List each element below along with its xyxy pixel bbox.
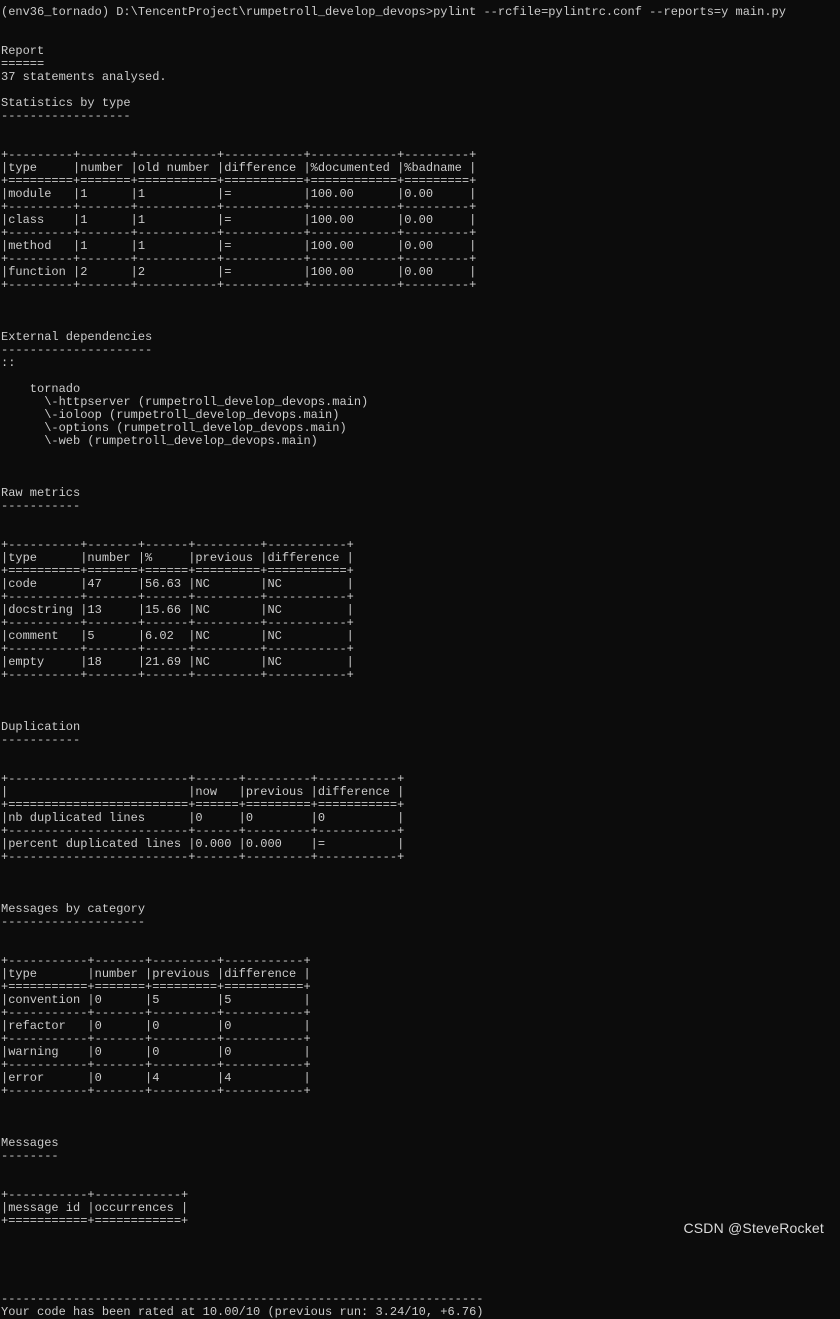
table-border: +---------+-------+-----------+-----------+------------+---------+: [1, 200, 477, 214]
section-title-messages: Messages: [1, 1136, 59, 1150]
console-line: [1, 370, 786, 383]
table-border: +-------------------------+------+---------+-----------+: [1, 772, 405, 786]
console-line: [1, 448, 786, 461]
table-row: |class |1 |1 |= |100.00 |0.00 |: [1, 213, 477, 227]
table-row: |warning |0 |0 |0 |: [1, 1045, 311, 1059]
console-line: [1, 1228, 786, 1241]
table-border: +=========+=======+===========+===========+============+=========+: [1, 174, 477, 188]
table-border: +-----------+------------+: [1, 1188, 189, 1202]
console-line: [1, 513, 786, 526]
rating-separator: -------------------------------------------------------------------: [1, 1292, 484, 1306]
table-row: |convention |0 |5 |5 |: [1, 993, 311, 1007]
table-header-row: |type |number |% |previous |difference |: [1, 551, 354, 565]
console-line: ---------------------: [1, 343, 153, 357]
table-border: +----------+-------+------+---------+-----------+: [1, 642, 354, 656]
table-border: +----------+-------+------+---------+-----------+: [1, 538, 354, 552]
section-title-duplication: Duplication: [1, 720, 81, 734]
statements-summary: 37 statements analysed.: [1, 70, 167, 84]
table-border: +----------+-------+------+---------+-----------+: [1, 616, 354, 630]
console-line: [1, 695, 786, 708]
table-border: +-----------+-------+---------+-----------+: [1, 1084, 311, 1098]
console-line: -----------: [1, 733, 81, 747]
console-line: [1, 305, 786, 318]
console-line: [1, 1163, 786, 1176]
table-border: +---------+-------+-----------+-----------+------------+---------+: [1, 278, 477, 292]
table-border: +-------------------------+------+---------+-----------+: [1, 824, 405, 838]
dependency-item: tornado: [1, 382, 81, 396]
console-line: [1, 747, 786, 760]
console-line: [1, 708, 786, 721]
table-row: |nb duplicated lines |0 |0 |0 |: [1, 811, 405, 825]
table-header-row: |type |number |previous |difference |: [1, 967, 311, 981]
table-row: |comment |5 |6.02 |NC |NC |: [1, 629, 354, 643]
dependency-item: \-httpserver (rumpetroll_develop_devops.main): [1, 395, 369, 409]
console-line: [1, 123, 786, 136]
watermark: CSDN @SteveRocket: [683, 1220, 824, 1236]
console-line: [1, 1241, 786, 1254]
terminal-output: [1, 6, 786, 1319]
table-border: +==========+=======+======+=========+===========+: [1, 564, 354, 578]
table-row: |percent duplicated lines |0.000 |0.000 |= |: [1, 837, 405, 851]
table-row: |refactor |0 |0 |0 |: [1, 1019, 311, 1033]
table-row: |docstring |13 |15.66 |NC |NC |: [1, 603, 354, 617]
section-title-messages-by-category: Messages by category: [1, 902, 146, 916]
console-line: -----------: [1, 499, 81, 513]
table-header-row: | |now |previous |difference |: [1, 785, 405, 799]
console-line: [1, 1111, 786, 1124]
section-title-statistics: Statistics by type: [1, 96, 131, 110]
table-border: +-----------+-------+---------+-----------+: [1, 1006, 311, 1020]
table-row: |code |47 |56.63 |NC |NC |: [1, 577, 354, 591]
table-border: +----------+-------+------+---------+-----------+: [1, 590, 354, 604]
console-line: [1, 474, 786, 487]
table-border: +---------+-------+-----------+-----------+------------+---------+: [1, 226, 477, 240]
console-line: --------------------: [1, 915, 146, 929]
table-row: |empty |18 |21.69 |NC |NC |: [1, 655, 354, 669]
section-title-external-dependencies: External dependencies: [1, 330, 153, 344]
console-line: [1, 32, 786, 45]
table-row: |error |0 |4 |4 |: [1, 1071, 311, 1085]
dependency-item: \-web (rumpetroll_develop_devops.main): [1, 434, 318, 448]
console-line: ======: [1, 57, 45, 71]
section-title-report: Report: [1, 44, 45, 58]
dependency-item: \-ioloop (rumpetroll_develop_devops.main): [1, 408, 340, 422]
command-line: (env36_tornado) D:\TencentProject\rumpetroll_develop_devops>pylint --rcfile=pylintrc.conf --reports=y main.py: [1, 5, 786, 19]
console-line: [1, 1267, 786, 1280]
console-line: [1, 292, 786, 305]
table-border: +---------+-------+-----------+-----------+------------+---------+: [1, 252, 477, 266]
console-line: [1, 1280, 786, 1293]
table-header-row: |message id |occurrences |: [1, 1201, 189, 1215]
table-border: +-----------+-------+---------+-----------+: [1, 1058, 311, 1072]
console-line: [1, 1124, 786, 1137]
table-border: +----------+-------+------+---------+-----------+: [1, 668, 354, 682]
console-line: ::: [1, 356, 16, 370]
console-line: [1, 682, 786, 695]
table-border: +-------------------------+------+---------+-----------+: [1, 850, 405, 864]
table-border: +=========================+======+=========+===========+: [1, 798, 405, 812]
console-line: --------: [1, 1149, 59, 1163]
console-line: [1, 929, 786, 942]
console-line: [1, 864, 786, 877]
rating-line: Your code has been rated at 10.00/10 (previous run: 3.24/10, +6.76): [1, 1305, 484, 1319]
table-border: +-----------+-------+---------+-----------+: [1, 1032, 311, 1046]
table-header-row: |type |number |old number |difference |%documented |%badname |: [1, 161, 477, 175]
table-row: |function |2 |2 |= |100.00 |0.00 |: [1, 265, 477, 279]
console-line: ------------------: [1, 109, 131, 123]
table-row: |module |1 |1 |= |100.00 |0.00 |: [1, 187, 477, 201]
table-border: +===========+=======+=========+===========+: [1, 980, 311, 994]
table-row: |method |1 |1 |= |100.00 |0.00 |: [1, 239, 477, 253]
table-border: +---------+-------+-----------+-----------+------------+---------+: [1, 148, 477, 162]
section-title-raw-metrics: Raw metrics: [1, 486, 81, 500]
console-line: [1, 877, 786, 890]
console-line: [1, 19, 786, 32]
console-line: [1, 461, 786, 474]
console-line: [1, 1098, 786, 1111]
dependency-item: \-options (rumpetroll_develop_devops.main): [1, 421, 347, 435]
table-border: +===========+============+: [1, 1214, 189, 1228]
table-border: +-----------+-------+---------+-----------+: [1, 954, 311, 968]
console-line: [1, 1254, 786, 1267]
